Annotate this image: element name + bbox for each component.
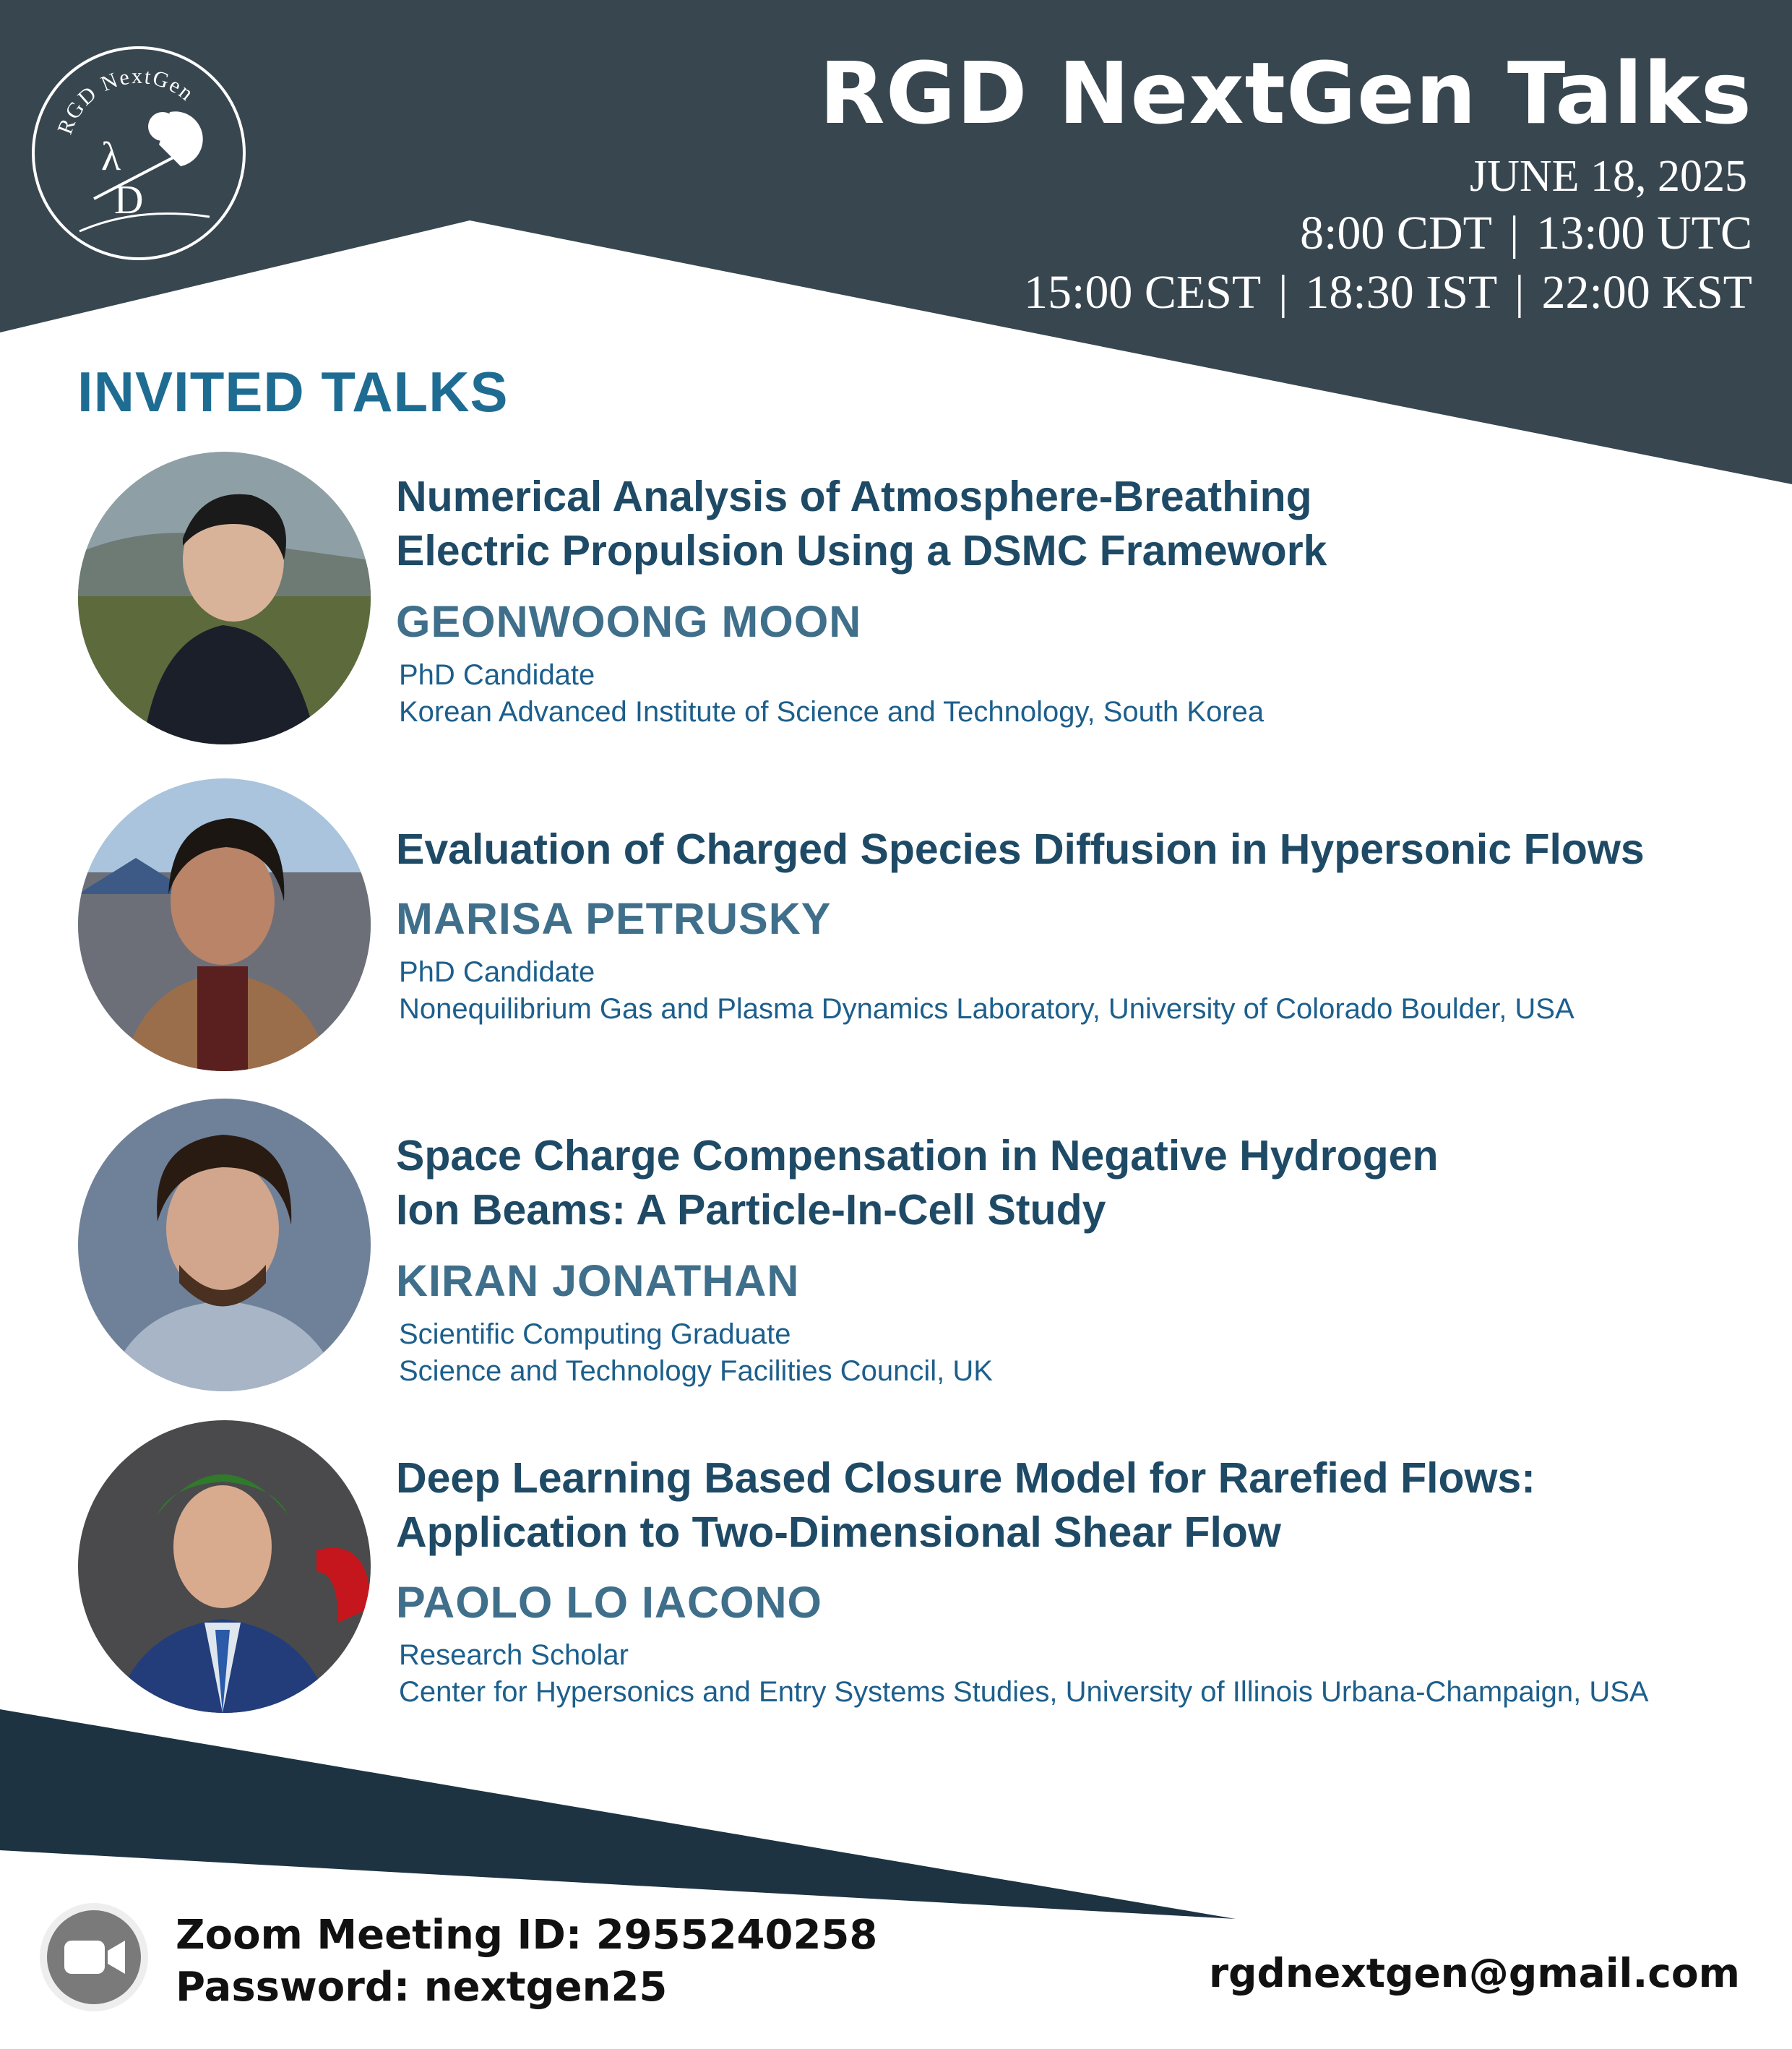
speaker-affiliation: Korean Advanced Institute of Science and Technology, South Korea bbox=[399, 696, 1265, 728]
time-separator: | bbox=[1509, 207, 1520, 259]
speaker-photo bbox=[78, 1420, 371, 1713]
speaker-name: PAOLO LO IACONO bbox=[396, 1578, 822, 1627]
time-kst: 22:00 KST bbox=[1541, 266, 1752, 319]
time-cest: 15:00 CEST bbox=[1023, 266, 1262, 319]
event-title: RGD NextGen Talks bbox=[819, 43, 1752, 143]
talk-title-line: Ion Beams: A Particle-In-Cell Study bbox=[396, 1186, 1106, 1234]
speaker-name: KIRAN JONATHAN bbox=[396, 1256, 800, 1305]
speaker-affiliation: Science and Technology Facilities Council, UK bbox=[399, 1355, 993, 1387]
zoom-password: Password: nextgen25 bbox=[176, 1964, 668, 2011]
section-title: INVITED TALKS bbox=[77, 360, 509, 424]
speaker-role: PhD Candidate bbox=[399, 659, 595, 691]
svg-text:λ: λ bbox=[101, 134, 121, 179]
speaker-photo bbox=[78, 778, 371, 1071]
speaker-role: PhD Candidate bbox=[399, 956, 595, 988]
logo-text: RGD NextGen bbox=[53, 64, 199, 138]
rgd-logo bbox=[29, 43, 249, 264]
talk-title-line: Deep Learning Based Closure Model for Rarefied Flows: bbox=[396, 1454, 1535, 1502]
talk-title-line: Space Charge Compensation in Negative Hydrogen bbox=[396, 1132, 1439, 1180]
speaker-photo bbox=[78, 452, 371, 744]
time-line-1 bbox=[1300, 207, 1752, 259]
contact-email[interactable]: rgdnextgen@gmail.com bbox=[1208, 1950, 1740, 1996]
time-line-2 bbox=[1023, 266, 1752, 319]
time-utc: 13:00 UTC bbox=[1536, 207, 1752, 259]
talk-title-line: Electric Propulsion Using a DSMC Framework bbox=[396, 527, 1327, 575]
zoom-icon bbox=[40, 1903, 148, 2011]
speaker-affiliation: Nonequilibrium Gas and Plasma Dynamics Laboratory, University of Colorado Boulder, USA bbox=[399, 993, 1575, 1025]
time-separator: | bbox=[1515, 266, 1525, 319]
speaker-affiliation: Center for Hypersonics and Entry Systems Studies, University of Illinois Urbana-Champaign, USA bbox=[399, 1676, 1649, 1708]
footer-band bbox=[0, 1709, 1236, 1919]
speaker-photo bbox=[78, 1099, 371, 1391]
talk-title-line: Evaluation of Charged Species Diffusion in Hypersonic Flows bbox=[396, 825, 1645, 873]
zoom-meeting-id: Zoom Meeting ID: 2955240258 bbox=[176, 1912, 878, 1959]
talk-title-line: Application to Two-Dimensional Shear Flow bbox=[396, 1508, 1281, 1556]
speaker-name: MARISA PETRUSKY bbox=[396, 894, 832, 943]
event-date: JUNE 18, 2025 bbox=[1469, 152, 1747, 201]
time-cdt: 8:00 CDT bbox=[1300, 207, 1492, 259]
speaker-role: Scientific Computing Graduate bbox=[399, 1318, 791, 1350]
talk-title-line: Numerical Analysis of Atmosphere-Breathing bbox=[396, 473, 1312, 520]
time-separator: | bbox=[1278, 266, 1288, 319]
speaker-name: GEONWOONG MOON bbox=[396, 597, 862, 646]
svg-text:D: D bbox=[114, 178, 144, 223]
time-ist: 18:30 IST bbox=[1305, 266, 1498, 319]
speaker-role: Research Scholar bbox=[399, 1639, 629, 1671]
